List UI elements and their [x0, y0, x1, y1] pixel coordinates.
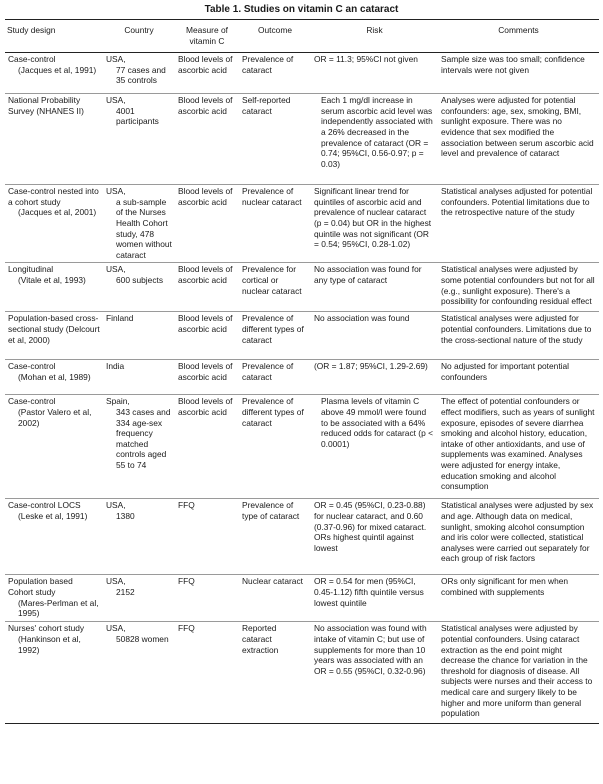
design-text: Population based Cohort study [8, 576, 73, 597]
country-text: USA, [106, 264, 126, 275]
country-cell [103, 185, 175, 263]
design-text: Longitudinal [8, 264, 54, 275]
measure-cell: Blood levels of ascorbic acid [175, 395, 239, 499]
table-row [5, 312, 599, 360]
design-ref: (Vitale et al, 1993) [18, 274, 86, 285]
comments-cell: Statistical analyses were adjusted by sex and age. Although data on medical, sunlight, smoking alcohol consumption and iris color were collected, statistical analyses were carried out separately for each group of risk factors [438, 499, 599, 575]
comments-cell: ORs only significant for men when combined with supplements [438, 575, 599, 622]
country-text: USA, [106, 623, 126, 634]
risk-cell: (OR = 1.87; 95%CI, 1.29-2.69) [311, 360, 438, 395]
column-header: Risk [311, 20, 438, 53]
table-row [5, 360, 599, 395]
risk-cell: No association was found for any type of cataract [311, 263, 438, 312]
country-text: USA, [106, 500, 126, 511]
outcome-cell: Prevalence of cataract [239, 53, 311, 94]
measure-cell: Blood levels of ascorbic acid [175, 185, 239, 263]
outcome-cell: Prevalence of type of cataract [239, 499, 311, 575]
column-header: Comments [438, 20, 599, 53]
studies-table [5, 19, 599, 724]
country-text: USA, [106, 95, 126, 106]
design-text: Population-based cross-sectional study (Delcourt et al, 2000) [8, 313, 100, 345]
comments-cell: Statistical analyses were adjusted by some potential confounders but not for all (e.g., sunlight exposure). There's a possibility for confounding residual effect [438, 263, 599, 312]
design-cell [5, 360, 103, 395]
design-text: Case-control [8, 361, 56, 372]
comments-cell: Analyses were adjusted for potential confounders: age, sex, smoking, BMI, sunlight exposure. There was no evidence that sex modified the association between serum ascorbic acid level and prevalence of cataract [438, 94, 599, 185]
measure-cell: Blood levels of ascorbic acid [175, 263, 239, 312]
country-cell [103, 53, 175, 94]
risk-cell: OR = 0.45 (95%CI, 0.23-0.88) for nuclear cataract, and 0.60 (0.37-0.96) for mixed cataract. ORs highest quintil against lowest [311, 499, 438, 575]
country-cell [103, 94, 175, 185]
comments-cell: No adjusted for important potential confounders [438, 360, 599, 395]
table-row [5, 622, 599, 724]
country-text: USA, [106, 186, 126, 197]
table-row [5, 94, 599, 185]
design-ref: (Mares-Perlman et al, 1995) [18, 597, 99, 619]
risk-cell: OR = 0.54 for men (95%CI, 0.45-1.12) fifth quintile versus lowest quintile [311, 575, 438, 622]
design-text: Case-control [8, 396, 56, 407]
outcome-cell: Prevalence of nuclear cataract [239, 185, 311, 263]
country-detail: 4001 participants [116, 105, 159, 127]
measure-cell: Blood levels of ascorbic acid [175, 94, 239, 185]
risk-cell: Each 1 mg/dl increase in serum ascorbic acid level was independently associated with a 26% decreased in the prevalence of cataract (OR = 0.74; 95%CI, 0.56-0.97; p = 0.03) [311, 94, 438, 185]
column-header: Study design [5, 20, 103, 53]
column-header: Country [103, 20, 175, 53]
outcome-cell: Prevalence of cataract [239, 360, 311, 395]
design-ref: (Mohan et al, 1989) [18, 371, 91, 382]
column-header: Measure of vitamin C [175, 20, 239, 53]
country-cell [103, 499, 175, 575]
country-detail: 343 cases and 334 age-sex frequency matched controls aged 55 to 74 [116, 406, 171, 470]
design-ref: (Leske et al, 1991) [18, 510, 88, 521]
design-text: Case-control nested into a cohort study [8, 186, 99, 207]
comments-cell: Sample size was too small; confidence intervals were not given [438, 53, 599, 94]
country-cell [103, 360, 175, 395]
table-row [5, 395, 599, 499]
design-cell [5, 53, 103, 94]
outcome-cell: Prevalence for cortical or nuclear cataract [239, 263, 311, 312]
design-cell [5, 499, 103, 575]
country-cell [103, 575, 175, 622]
country-text: India [106, 361, 125, 372]
design-cell [5, 575, 103, 622]
outcome-cell: Reported cataract extraction [239, 622, 311, 724]
design-cell [5, 622, 103, 724]
table-row [5, 53, 599, 94]
table-row [5, 499, 599, 575]
comments-cell: Statistical analyses adjusted for potential confounders. Potential limitations due to the retrospective nature of the study [438, 185, 599, 263]
outcome-cell: Self-reported cataract [239, 94, 311, 185]
country-detail: 77 cases and 35 controls [116, 64, 166, 86]
design-ref: (Jacques et al, 2001) [18, 207, 97, 218]
design-text: Nurses' cohort study [8, 623, 85, 634]
comments-cell: The effect of potential confounders or effect modifiers, such as years of sunlight exposure, episodes of severe diarrhea smoking and alcohol history, education, intake of other antioxidants, and use of supplements was examined. Analyses were adjusted for energy intake, education smoking and alcohol consumption [438, 395, 599, 499]
outcome-cell: Prevalence of different types of cataract [239, 312, 311, 360]
comments-cell: Statistical analyses were adjusted for potential confounders. Limitations due to the cross-sectional nature of the study [438, 312, 599, 360]
country-detail: a sub-sample of the Nurses Health Cohort study, 478 women without cataract [116, 196, 172, 260]
measure-cell: FFQ [175, 499, 239, 575]
country-cell [103, 622, 175, 724]
country-cell [103, 395, 175, 499]
design-cell [5, 185, 103, 263]
design-cell [5, 395, 103, 499]
country-text: Spain, [106, 396, 130, 407]
table-title: Table 1. Studies on vitamin C an cataract [204, 4, 399, 15]
design-ref: (Jacques et al, 1991) [18, 64, 97, 75]
design-ref: (Hankinson et al, 1992) [18, 633, 81, 655]
country-text: Finland [106, 313, 134, 324]
country-text: USA, [106, 576, 126, 587]
risk-cell: Significant linear trend for quintiles of ascorbic acid and prevalence of nuclear cataract (p = 0.04) but OR in the highest quintile was not significant (OR = 0.54; 95%CI, 0.28-1.02) [311, 185, 438, 263]
risk-cell: No association was found [311, 312, 438, 360]
table-row [5, 263, 599, 312]
design-text: Case-control [8, 54, 56, 65]
design-text: Case-control LOCS [8, 500, 81, 511]
outcome-cell: Nuclear cataract [239, 575, 311, 622]
country-cell [103, 263, 175, 312]
header-row [5, 20, 599, 53]
outcome-cell: Prevalence of different types of cataract [239, 395, 311, 499]
country-detail: 1380 [116, 510, 135, 521]
design-cell [5, 94, 103, 185]
country-detail: 50828 women [116, 633, 169, 644]
measure-cell: Blood levels of ascorbic acid [175, 360, 239, 395]
table-row [5, 575, 599, 622]
risk-cell: No association was found with intake of vitamin C; but use of supplements for more than 10 years was associated with an OR = 0.55 (95%CI, 0.32-0.96) [311, 622, 438, 724]
measure-cell: FFQ [175, 622, 239, 724]
measure-cell: Blood levels of ascorbic acid [175, 312, 239, 360]
country-detail: 2152 [116, 586, 135, 597]
table-row [5, 185, 599, 263]
measure-cell: FFQ [175, 575, 239, 622]
country-cell [103, 312, 175, 360]
design-cell [5, 263, 103, 312]
design-cell [5, 312, 103, 360]
column-header: Outcome [239, 20, 311, 53]
comments-cell: Statistical analyses were adjusted by potential confounders. Using cataract extraction as the end point might decrease the chance for variation in the threshold for diagnosis of disease. All subjects were nurses and their access to medical care and surgery likely to be higher and more uniform than general population [438, 622, 599, 724]
design-ref: (Pastor Valero et al, 2002) [18, 406, 92, 428]
risk-cell: Plasma levels of vitamin C above 49 mmol/l were found to be associated with a 64% reduced odds for cataract (p < 0.0001) [311, 395, 438, 499]
country-detail: 600 subjects [116, 274, 164, 285]
risk-cell: OR = 11.3; 95%CI not given [311, 53, 438, 94]
design-text: National Probability Survey (NHANES II) [8, 95, 84, 116]
country-text: USA, [106, 54, 126, 65]
measure-cell: Blood levels of ascorbic acid [175, 53, 239, 94]
